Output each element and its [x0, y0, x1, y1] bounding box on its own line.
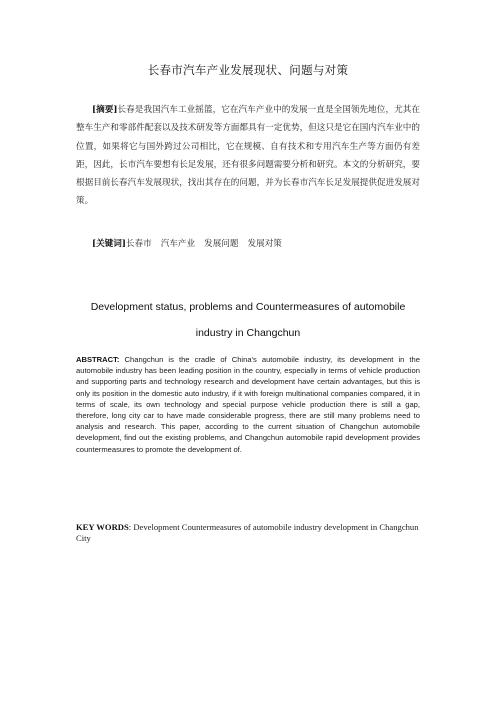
keyword: 发展对策 — [247, 239, 282, 249]
english-abstract-tag: ABSTRACT: — [76, 355, 120, 364]
chinese-abstract-tag: [摘要] — [92, 105, 118, 115]
chinese-keywords-tag: [关键词] — [92, 239, 126, 249]
chinese-title: 长春市汽车产业发展现状、问题与对策 — [147, 63, 349, 77]
chinese-abstract — [76, 101, 420, 211]
chinese-keywords — [92, 237, 422, 249]
english-keywords — [76, 522, 420, 544]
english-keywords-text: : Development Countermeasures of automobile industry development in Changchun City — [76, 522, 419, 543]
keyword: 长春市 — [125, 239, 152, 249]
english-title-line: industry in Changchun — [195, 327, 301, 339]
english-title — [78, 294, 418, 346]
english-keywords-tag: KEY WORDS — [76, 522, 129, 532]
chinese-abstract-text: 长春是我国汽车工业摇篮，它在汽车产业中的发展一直是全国领先地位，尤其在整车生产和零部件配套以及技术研发等方面都具有一定优势，但这只是它在国内汽车业中的位置，如果将它与国外跨过公司相比，它在规模、自有技术和专用汽车生产等方面仍有差距，因此，长市汽车要想有长足发展，还有很多问题需要分析和研究。本文的分析研究，要根据目前长春汽车发展现状，找出其存在的问题，并为长春市汽车长足发展提供促进发展对策。 — [76, 105, 420, 207]
keyword: 汽车产业 — [160, 239, 196, 249]
english-abstract-text: Changchun is the cradle of China's automobile industry, its development in the automobile industry has been leading position in the country, especially in terms of vehicle production and supporting parts and technology research and development have certain advantages, but this is only its position in the domestic auto industry, if it with foreign multinational companies compared, it in terms of scale, its own technology and special purpose vehicle production there is still a gap, therefore, long city car to have made considerable progress, there are still many problems need to analysis and research. This paper, according to the current situation of Changchun automobile development, find out the existing problems, and Changchun automobile rapid development provides countermeasures to promote the development of. — [76, 355, 420, 454]
keyword: 发展问题 — [204, 239, 239, 249]
english-abstract — [76, 354, 420, 455]
english-title-line: Development status, problems and Countermeasures of automobile — [90, 301, 406, 313]
